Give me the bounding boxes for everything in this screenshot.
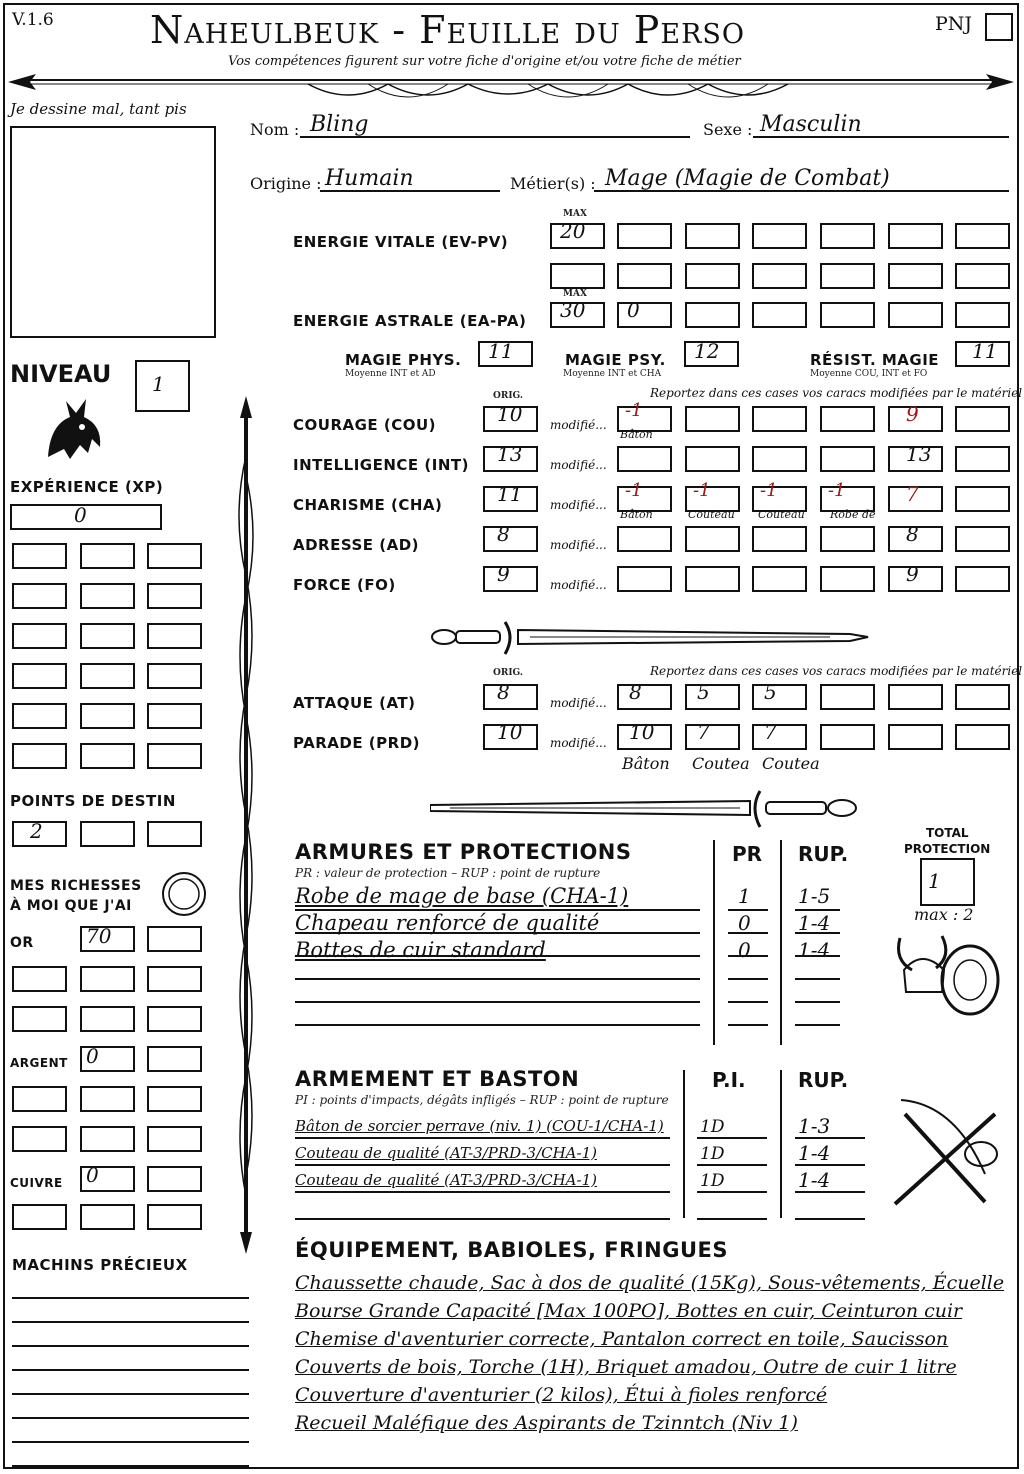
- metier-label: Métier(s) :: [510, 174, 596, 193]
- sheet-title: Naheulbeuk - Feuille du Perso: [150, 8, 746, 52]
- combat-cell[interactable]: [617, 684, 672, 710]
- arme-name[interactable]: Couteau de qualité (AT-3/PRD-3/CHA-1): [295, 1171, 597, 1189]
- money-cell[interactable]: [80, 966, 135, 992]
- carac-mod-cell[interactable]: [617, 526, 672, 552]
- ea-cell[interactable]: [820, 302, 875, 328]
- carac-mod-cell[interactable]: [955, 526, 1010, 552]
- or-value: 70: [86, 924, 112, 948]
- ea-cell[interactable]: [752, 302, 807, 328]
- coin-icon: [160, 870, 208, 918]
- arme-line[interactable]: [295, 1137, 670, 1139]
- niveau-value: 1: [152, 372, 165, 396]
- machins-label: MACHINS PRÉCIEUX: [12, 1256, 188, 1274]
- money-cell[interactable]: [147, 1126, 202, 1152]
- armure-rup-line[interactable]: [795, 909, 840, 911]
- orig-header: ORIG.: [493, 391, 524, 401]
- carac-mod-note: Bâton: [620, 428, 653, 441]
- carac-label: FORCE (FO): [293, 576, 396, 594]
- money-cell[interactable]: [12, 1006, 67, 1032]
- carac-modifie-label: modifié...: [550, 538, 607, 552]
- ev-cell[interactable]: [955, 223, 1010, 249]
- combat-orig-value: 8: [497, 680, 510, 704]
- ev-max-label: MAX: [563, 209, 587, 219]
- ev-cell[interactable]: [685, 263, 740, 289]
- carac-mod-cell[interactable]: [685, 406, 740, 432]
- armure-rup: 1-5: [798, 884, 831, 908]
- ea-max-value[interactable]: 30: [560, 298, 586, 322]
- equipement-line[interactable]: Couverture d'aventurier (2 kilos), Étui à fioles renforcé: [295, 1384, 828, 1406]
- arme-pi-line[interactable]: [697, 1218, 767, 1220]
- carac-modifie-label: modifié...: [550, 498, 607, 512]
- machins-line[interactable]: [12, 1465, 249, 1467]
- ev-cell[interactable]: [550, 223, 605, 249]
- armures-rup-header: RUP.: [798, 842, 849, 866]
- carac-mod-value: -1: [625, 400, 643, 421]
- equipement-line[interactable]: Chaussette chaude, Sac à dos de qualité (15Kg), Sous-vêtements, Écuelle: [295, 1272, 1005, 1294]
- armure-rup: 1-4: [798, 938, 831, 962]
- ev-cell[interactable]: [617, 223, 672, 249]
- armure-line[interactable]: [295, 978, 700, 980]
- carac-mod-cell[interactable]: [685, 526, 740, 552]
- ev-label: ENERGIE VITALE (EV-PV): [293, 233, 509, 251]
- carac-mod-cell[interactable]: [820, 406, 875, 432]
- sexe-value[interactable]: Masculin: [760, 112, 862, 137]
- combat-label: ATTAQUE (AT): [293, 694, 416, 712]
- nom-value[interactable]: Bling: [310, 112, 369, 137]
- arme-rup: 1-4: [798, 1141, 831, 1165]
- arme-pi: 1D: [700, 1171, 725, 1191]
- money-cell[interactable]: [80, 1046, 135, 1072]
- combat-cell[interactable]: [685, 684, 740, 710]
- metier-value[interactable]: Mage (Magie de Combat): [605, 166, 890, 191]
- armure-line[interactable]: [295, 1024, 700, 1026]
- total-protection-max: max : 2: [914, 905, 974, 924]
- carac-orig-box[interactable]: [483, 526, 538, 552]
- armure-rup: 1-4: [798, 911, 831, 935]
- combat-cell[interactable]: [752, 684, 807, 710]
- carac-modifie-label: modifié...: [550, 418, 607, 432]
- arme-name[interactable]: Couteau de qualité (AT-3/PRD-3/CHA-1): [295, 1144, 597, 1162]
- armure-rup-line[interactable]: [795, 1001, 840, 1003]
- magie-psy-label: MAGIE PSY.: [565, 351, 666, 369]
- machins-line[interactable]: [12, 1297, 249, 1299]
- combat-value: 7: [697, 720, 710, 744]
- xp-cell[interactable]: [147, 583, 202, 609]
- money-cell[interactable]: [147, 1046, 202, 1072]
- xp-cell[interactable]: [12, 623, 67, 649]
- orig-header-combat: ORIG.: [493, 668, 524, 678]
- combat-value: 8: [629, 680, 642, 704]
- combat-modifie-label: modifié...: [550, 696, 607, 710]
- carac-label: INTELLIGENCE (INT): [293, 456, 469, 474]
- cuivre-label: CUIVRE: [10, 1176, 63, 1190]
- sexe-label: Sexe :: [703, 120, 753, 139]
- money-cell[interactable]: [80, 1166, 135, 1192]
- xp-cell[interactable]: [147, 543, 202, 569]
- magie-psy-value: 12: [694, 339, 720, 363]
- combat-modifie-label: modifié...: [550, 736, 607, 750]
- carac-mod-cell[interactable]: [617, 446, 672, 472]
- machins-line[interactable]: [12, 1393, 249, 1395]
- ev-cell[interactable]: [752, 223, 807, 249]
- richesses-label-1: MES RICHESSES: [10, 878, 142, 894]
- armure-rup-line[interactable]: [795, 955, 840, 957]
- armement-title: ARMEMENT ET BASTON: [295, 1067, 580, 1091]
- carac-mod-cell[interactable]: [955, 566, 1010, 592]
- report-note: Reportez dans ces cases vos caracs modifiées par le matériel: [650, 386, 1023, 400]
- armure-pr-line[interactable]: [728, 1024, 768, 1026]
- armure-pr: 0: [738, 938, 751, 962]
- xp-cell[interactable]: [80, 743, 135, 769]
- carac-mod-cell[interactable]: [820, 446, 875, 472]
- ev-cell[interactable]: [888, 223, 943, 249]
- sword-icon: [430, 612, 870, 662]
- combat-cell[interactable]: [888, 684, 943, 710]
- xp-cell[interactable]: [80, 543, 135, 569]
- carac-mod-value: -1: [828, 480, 846, 501]
- arme-pi-line[interactable]: [697, 1137, 767, 1139]
- combat-note: Coutea: [692, 754, 750, 773]
- armement-rup-header: RUP.: [798, 1068, 849, 1092]
- carac-modifie-label: modifié...: [550, 578, 607, 592]
- carac-mod-cell[interactable]: [820, 526, 875, 552]
- total-protection-value: 1: [928, 869, 941, 893]
- carac-mod-cell[interactable]: [617, 566, 672, 592]
- niveau-label: NIVEAU: [10, 360, 112, 388]
- arme-pi-line[interactable]: [697, 1164, 767, 1166]
- sword-icon: [430, 783, 870, 833]
- carac-label: CHARISME (CHA): [293, 496, 443, 514]
- carac-orig-value: 10: [497, 402, 523, 426]
- combat-value: 5: [764, 680, 777, 704]
- money-cell[interactable]: [147, 926, 202, 952]
- armement-sub: PI : points d'impacts, dégâts infligés – RUP : point de rupture: [295, 1093, 669, 1107]
- money-cell[interactable]: [80, 1006, 135, 1032]
- xp-cell[interactable]: [80, 703, 135, 729]
- destin-cell[interactable]: [80, 821, 135, 847]
- xp-cell[interactable]: [12, 543, 67, 569]
- ev-cell[interactable]: [617, 263, 672, 289]
- carac-mod-cell[interactable]: [685, 566, 740, 592]
- destin-cell[interactable]: [147, 821, 202, 847]
- machins-line[interactable]: [12, 1321, 249, 1323]
- armement-pi-header: P.I.: [712, 1068, 746, 1092]
- xp-cell[interactable]: [12, 703, 67, 729]
- combat-cell[interactable]: [955, 684, 1010, 710]
- richesses-label-2: À MOI QUE J'AI: [10, 898, 132, 914]
- armure-rup-line[interactable]: [795, 978, 840, 980]
- total-label-2: PROTECTION: [904, 842, 991, 856]
- armure-pr-line[interactable]: [728, 955, 768, 957]
- arme-pi: 1D: [700, 1117, 725, 1137]
- money-cell[interactable]: [147, 966, 202, 992]
- machins-line[interactable]: [12, 1417, 249, 1419]
- carac-mod-cell[interactable]: [955, 406, 1010, 432]
- resist-label: RÉSIST. MAGIE: [810, 351, 940, 369]
- carac-mod-cell[interactable]: [752, 446, 807, 472]
- money-cell[interactable]: [147, 1006, 202, 1032]
- ev-cell[interactable]: [955, 263, 1010, 289]
- carac-final-value: 13: [906, 442, 932, 466]
- carac-mod-note: Couteau: [758, 508, 805, 521]
- pnj-checkbox[interactable]: [985, 13, 1013, 41]
- carac-final-value: 7: [906, 482, 919, 506]
- carac-mod-note: Bâton: [620, 508, 653, 521]
- sheet-subtitle: Vos compétences figurent sur votre fiche d'origine et/ou votre fiche de métier: [228, 54, 741, 69]
- carac-mod-cell[interactable]: [955, 486, 1010, 512]
- equipement-title: ÉQUIPEMENT, BABIOLES, FRINGUES: [295, 1238, 728, 1262]
- money-cell[interactable]: [80, 926, 135, 952]
- pnj-label: PNJ: [935, 13, 973, 35]
- armure-rup-line[interactable]: [795, 932, 840, 934]
- xp-cell[interactable]: [80, 663, 135, 689]
- resist-sub: Moyenne COU, INT et FO: [810, 369, 928, 379]
- carac-orig-value: 11: [497, 482, 523, 506]
- armure-line[interactable]: [295, 955, 700, 957]
- arme-rup: 1-3: [798, 1114, 831, 1138]
- money-cell[interactable]: [80, 1126, 135, 1152]
- magie-phys-value: 11: [488, 339, 514, 363]
- origine-value[interactable]: Humain: [325, 166, 414, 191]
- equipement-line[interactable]: Bourse Grande Capacité [Max 100PO], Bottes en cuir, Ceinturon cuir: [295, 1300, 963, 1322]
- report-note-combat: Reportez dans ces cases vos caracs modifiées par le matériel: [650, 664, 1023, 678]
- carac-mod-cell[interactable]: [685, 446, 740, 472]
- combat-cell[interactable]: [820, 684, 875, 710]
- total-label-1: TOTAL: [926, 826, 969, 840]
- xp-cell[interactable]: [12, 663, 67, 689]
- combat-orig-value: 10: [497, 720, 523, 744]
- arme-line[interactable]: [295, 1164, 670, 1166]
- arme-pi: 1D: [700, 1144, 725, 1164]
- arme-rup-line[interactable]: [795, 1164, 865, 1166]
- argent-value: 0: [86, 1044, 99, 1068]
- ev-cell[interactable]: [550, 263, 605, 289]
- armures-pr-header: PR: [732, 842, 763, 866]
- armure-name[interactable]: Bottes de cuir standard: [295, 938, 546, 962]
- xp-cell[interactable]: [80, 583, 135, 609]
- armure-name[interactable]: Robe de mage de base (CHA-1): [295, 884, 629, 908]
- equipement-line[interactable]: Recueil Maléfique des Aspirants de Tzinntch (Niv 1): [295, 1412, 798, 1434]
- money-cell[interactable]: [12, 1204, 67, 1230]
- ea-cell[interactable]: [955, 302, 1010, 328]
- combat-cell[interactable]: [955, 724, 1010, 750]
- combat-orig-box[interactable]: [483, 684, 538, 710]
- ea-cell[interactable]: [617, 302, 672, 328]
- ev-cell[interactable]: [752, 263, 807, 289]
- magie-phys-sub: Moyenne INT et AD: [345, 369, 436, 379]
- combat-cell[interactable]: [888, 724, 943, 750]
- carac-mod-value: -1: [625, 480, 643, 501]
- cuivre-value: 0: [86, 1163, 99, 1187]
- destin-cell[interactable]: [12, 821, 67, 847]
- arme-rup-line[interactable]: [795, 1218, 865, 1220]
- money-cell[interactable]: [80, 1086, 135, 1112]
- armure-pr: 1: [738, 884, 751, 908]
- ev-cell[interactable]: [685, 223, 740, 249]
- nom-label: Nom :: [250, 120, 300, 139]
- argent-label: ARGENT: [10, 1056, 68, 1070]
- ea-cell[interactable]: [550, 302, 605, 328]
- carac-mod-value: -1: [760, 480, 778, 501]
- xp-cell[interactable]: [12, 583, 67, 609]
- armure-name[interactable]: Chapeau renforcé de qualité: [295, 911, 600, 935]
- armure-line[interactable]: [295, 932, 700, 934]
- carac-mod-cell[interactable]: [820, 566, 875, 592]
- resist-value: 11: [972, 339, 998, 363]
- carac-mod-cell[interactable]: [752, 566, 807, 592]
- xp-cell[interactable]: [147, 623, 202, 649]
- carac-label: COURAGE (COU): [293, 416, 437, 434]
- xp-cell[interactable]: [147, 743, 202, 769]
- combat-value: 10: [629, 720, 655, 744]
- armure-pr-line[interactable]: [728, 1001, 768, 1003]
- xp-label: EXPÉRIENCE (XP): [10, 478, 164, 496]
- destin-value: 2: [30, 819, 43, 843]
- magie-phys-label: MAGIE PHYS.: [345, 351, 462, 369]
- arme-rup-line[interactable]: [795, 1191, 865, 1193]
- arme-rup-line[interactable]: [795, 1137, 865, 1139]
- ea-cell[interactable]: [685, 302, 740, 328]
- armures-title: ARMURES ET PROTECTIONS: [295, 840, 632, 864]
- money-cell[interactable]: [147, 1086, 202, 1112]
- dragon-icon: [40, 395, 106, 465]
- portrait-box[interactable]: [10, 126, 216, 338]
- arme-line[interactable]: [295, 1218, 670, 1220]
- armure-rup-line[interactable]: [795, 1024, 840, 1026]
- ea-label: ENERGIE ASTRALE (EA-PA): [293, 312, 527, 330]
- carac-mod-note: Robe de: [830, 508, 876, 521]
- equipement-line[interactable]: Chemise d'aventurier correcte, Pantalon correct en toile, Saucisson: [295, 1328, 949, 1350]
- xp-cell[interactable]: [147, 703, 202, 729]
- xp-cell[interactable]: [147, 663, 202, 689]
- money-cell[interactable]: [12, 966, 67, 992]
- carac-final-value: 9: [906, 402, 919, 426]
- carac-label: ADRESSE (AD): [293, 536, 420, 554]
- ea-cell[interactable]: [888, 302, 943, 328]
- machins-line[interactable]: [12, 1345, 249, 1347]
- ea-max-label: MAX: [563, 289, 587, 299]
- combat-note: Coutea: [762, 754, 820, 773]
- combat-value: 7: [764, 720, 777, 744]
- portrait-caption: Je dessine mal, tant pis: [10, 100, 187, 118]
- xp-value: 0: [74, 503, 87, 527]
- money-cell[interactable]: [12, 1086, 67, 1112]
- carac-modifie-label: modifié...: [550, 458, 607, 472]
- money-cell[interactable]: [12, 1126, 67, 1152]
- arme-rup: 1-4: [798, 1168, 831, 1192]
- combat-cell[interactable]: [685, 724, 740, 750]
- staff-icon: [228, 396, 264, 1254]
- ev-cell[interactable]: [820, 223, 875, 249]
- carac-orig-value: 9: [497, 562, 510, 586]
- or-label: OR: [10, 935, 34, 951]
- carac-mod-cell[interactable]: [955, 446, 1010, 472]
- money-cell[interactable]: [147, 1166, 202, 1192]
- machins-line[interactable]: [12, 1441, 249, 1443]
- equipement-line[interactable]: Couverts de bois, Torche (1H), Briquet amadou, Outre de cuir 1 litre: [295, 1356, 957, 1378]
- combat-label: PARADE (PRD): [293, 734, 421, 752]
- carac-mod-note: Couteau: [688, 508, 735, 521]
- arme-line[interactable]: [295, 1191, 670, 1193]
- combat-value: 5: [697, 680, 710, 704]
- carac-final-value: 9: [906, 562, 919, 586]
- origine-label: Origine :: [250, 174, 322, 193]
- arme-name[interactable]: Bâton de sorcier perrave (niv. 1) (COU-1/CHA-1): [295, 1117, 664, 1135]
- magie-psy-sub: Moyenne INT et CHA: [563, 369, 662, 379]
- ev-cell[interactable]: [820, 263, 875, 289]
- ea-current-value[interactable]: 0: [627, 298, 640, 322]
- carac-mod-cell[interactable]: [752, 526, 807, 552]
- ev-max-value[interactable]: 20: [560, 219, 586, 243]
- carac-final-value: 8: [906, 522, 919, 546]
- arme-pi-line[interactable]: [697, 1191, 767, 1193]
- armure-pr: 0: [738, 911, 751, 935]
- armure-pr-line[interactable]: [728, 978, 768, 980]
- helmet-shield-icon: [890, 930, 1010, 1020]
- machins-line[interactable]: [12, 1369, 249, 1371]
- carac-mod-cell[interactable]: [752, 406, 807, 432]
- destin-label: POINTS DE DESTIN: [10, 792, 176, 810]
- xp-cell[interactable]: [80, 623, 135, 649]
- armure-pr-line[interactable]: [728, 932, 768, 934]
- ev-cell[interactable]: [888, 263, 943, 289]
- armures-sub: PR : valeur de protection – RUP : point de rupture: [295, 866, 601, 880]
- combat-note: Bâton: [622, 754, 670, 773]
- xp-cell[interactable]: [12, 743, 67, 769]
- money-cell[interactable]: [80, 1204, 135, 1230]
- armure-line[interactable]: [295, 909, 700, 911]
- version-label: V.1.6: [12, 10, 54, 30]
- carac-orig-value: 13: [497, 442, 523, 466]
- carac-mod-value: -1: [693, 480, 711, 501]
- armure-line[interactable]: [295, 1001, 700, 1003]
- armure-pr-line[interactable]: [728, 909, 768, 911]
- carac-orig-box[interactable]: [483, 566, 538, 592]
- combat-cell[interactable]: [752, 724, 807, 750]
- crossed-weapons-icon: [885, 1094, 1015, 1212]
- money-cell[interactable]: [147, 1204, 202, 1230]
- carac-orig-value: 8: [497, 522, 510, 546]
- combat-cell[interactable]: [820, 724, 875, 750]
